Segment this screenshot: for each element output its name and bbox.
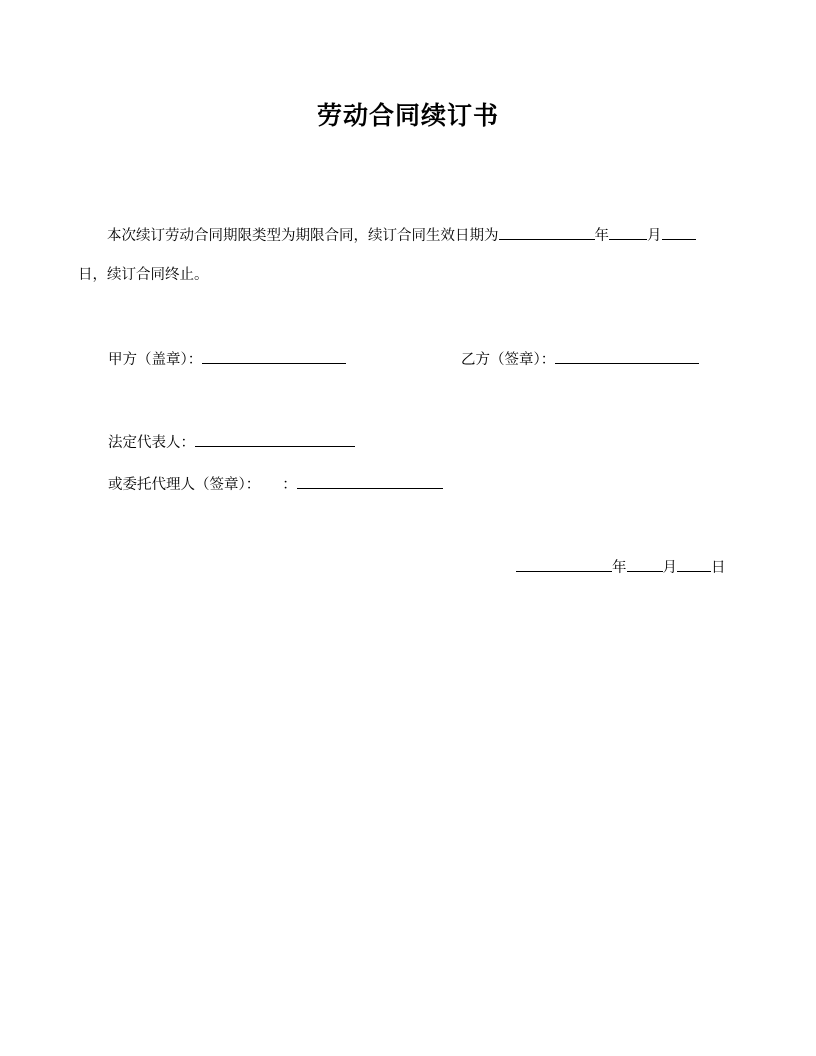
effective-year-blank[interactable] — [499, 224, 595, 240]
document-title: 劳动合同续订书 — [316, 101, 499, 130]
signing-year-label: 年 — [612, 560, 627, 576]
effective-month-blank[interactable] — [609, 224, 647, 240]
party-b-signature-blank[interactable] — [555, 348, 699, 364]
party-a-label: 甲方（盖章）： — [108, 352, 203, 368]
legal-representative-blank[interactable] — [195, 431, 355, 447]
agent-signature-blank[interactable] — [297, 473, 443, 489]
legal-representative-row — [108, 431, 355, 453]
agent-signature-row — [108, 473, 443, 495]
signing-day-blank[interactable] — [677, 556, 711, 572]
signing-date-row — [516, 556, 726, 578]
party-b-signature-row — [461, 348, 699, 370]
renewal-paragraph-text: 本次续订劳动合同期限类型为期限合同，续订合同生效日期为 — [107, 228, 499, 244]
renewal-paragraph-line-2 — [78, 265, 209, 285]
party-a-signature-blank[interactable] — [202, 348, 346, 364]
signing-year-blank[interactable] — [516, 556, 612, 572]
year-label: 年 — [594, 228, 609, 244]
renewal-paragraph-line-1 — [107, 224, 696, 246]
signing-month-label: 月 — [662, 560, 677, 576]
signing-day-label: 日 — [711, 560, 726, 576]
legal-representative-label: 法定代表人： — [108, 435, 195, 451]
renewal-paragraph-ending: 日，续订合同终止。 — [78, 267, 209, 283]
party-a-signature-row — [108, 348, 346, 370]
month-label: 月 — [647, 228, 662, 244]
agent-label: 或委托代理人（签章）： — [108, 477, 261, 493]
signing-month-blank[interactable] — [627, 556, 663, 572]
party-b-label: 乙方（签章）： — [461, 352, 556, 368]
effective-day-blank[interactable] — [662, 224, 696, 240]
agent-colon: ： — [282, 477, 297, 493]
